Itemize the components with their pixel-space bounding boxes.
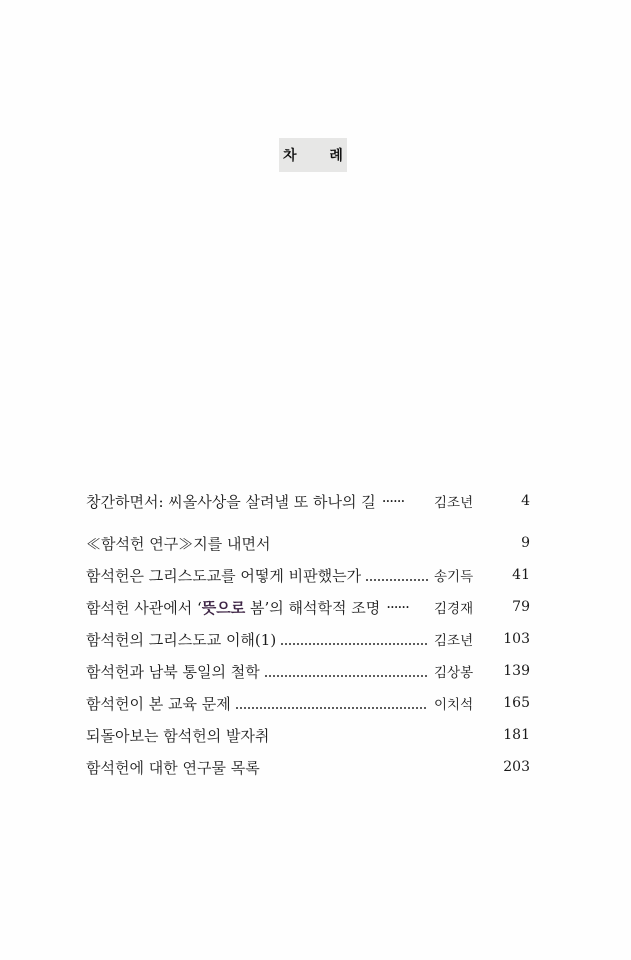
toc-entry-title: 함석헌이 본 교육 문제 <box>86 694 231 713</box>
toc-entry[interactable] <box>86 528 530 558</box>
toc-entry-leader <box>264 675 428 677</box>
toc-entry[interactable] <box>86 688 530 718</box>
toc-entry-author: 김조년 <box>434 633 474 649</box>
toc-entry-page: 181 <box>503 727 530 743</box>
toc-entry-title: 함석헌의 그리스도교 이해(1) <box>86 630 277 649</box>
toc-entry[interactable] <box>86 624 530 654</box>
toc-entry-author: 김조년 <box>434 495 474 511</box>
toc-entry-author: 김상봉 <box>434 665 474 681</box>
toc-entry-page: 165 <box>503 695 530 711</box>
toc-entry-author: 송기득 <box>434 569 474 585</box>
toc-entry-title: 함석헌은 그리스도교를 어떻게 비판했는가 <box>86 566 362 585</box>
toc-entry-leader <box>235 707 428 709</box>
toc-entry-leader: ······ <box>381 492 405 510</box>
toc-entry-title: 함석헌에 대한 연구물 목록 <box>86 758 260 777</box>
toc-entry[interactable] <box>86 656 530 686</box>
toc-entry-author: 김경재 <box>434 601 474 617</box>
toc-entry-page: 41 <box>512 567 530 583</box>
toc-entry[interactable] <box>86 560 530 590</box>
toc-entry-page: 139 <box>503 663 530 679</box>
toc-entry-leader: ······ <box>386 598 409 616</box>
toc-entry-page: 4 <box>521 493 530 509</box>
toc-entry-page: 79 <box>512 599 530 615</box>
toc-entry-title: ≪함석헌 연구≫지를 내면서 <box>86 534 271 553</box>
toc-heading-box <box>279 138 357 172</box>
toc-entry-title: 함석헌 사관에서 ‘뜻으로 봄’의 해석학적 조명 <box>86 598 381 617</box>
toc-entry-leader <box>280 643 428 645</box>
toc-heading: 차 례 <box>283 148 357 164</box>
toc-entry-leader <box>365 579 428 581</box>
toc-entry-title: 되돌아보는 함석헌의 발자취 <box>86 726 270 745</box>
toc-entry-emphasis: 뜻으로 <box>201 598 246 617</box>
toc-entry-title: 함석헌과 남북 통일의 철학 <box>86 662 260 681</box>
toc-entry-page: 9 <box>521 535 530 551</box>
toc-entry[interactable] <box>86 486 530 516</box>
toc-entry[interactable] <box>86 592 530 622</box>
toc-entry[interactable] <box>86 752 530 782</box>
toc-entry[interactable] <box>86 720 530 750</box>
toc-entry-title: 창간하면서: 씨올사상을 살려낼 또 하나의 길 <box>86 492 376 511</box>
toc-entry-author: 이치석 <box>434 697 474 713</box>
toc-entry-page: 103 <box>503 631 530 647</box>
toc-entry-page: 203 <box>503 759 530 775</box>
